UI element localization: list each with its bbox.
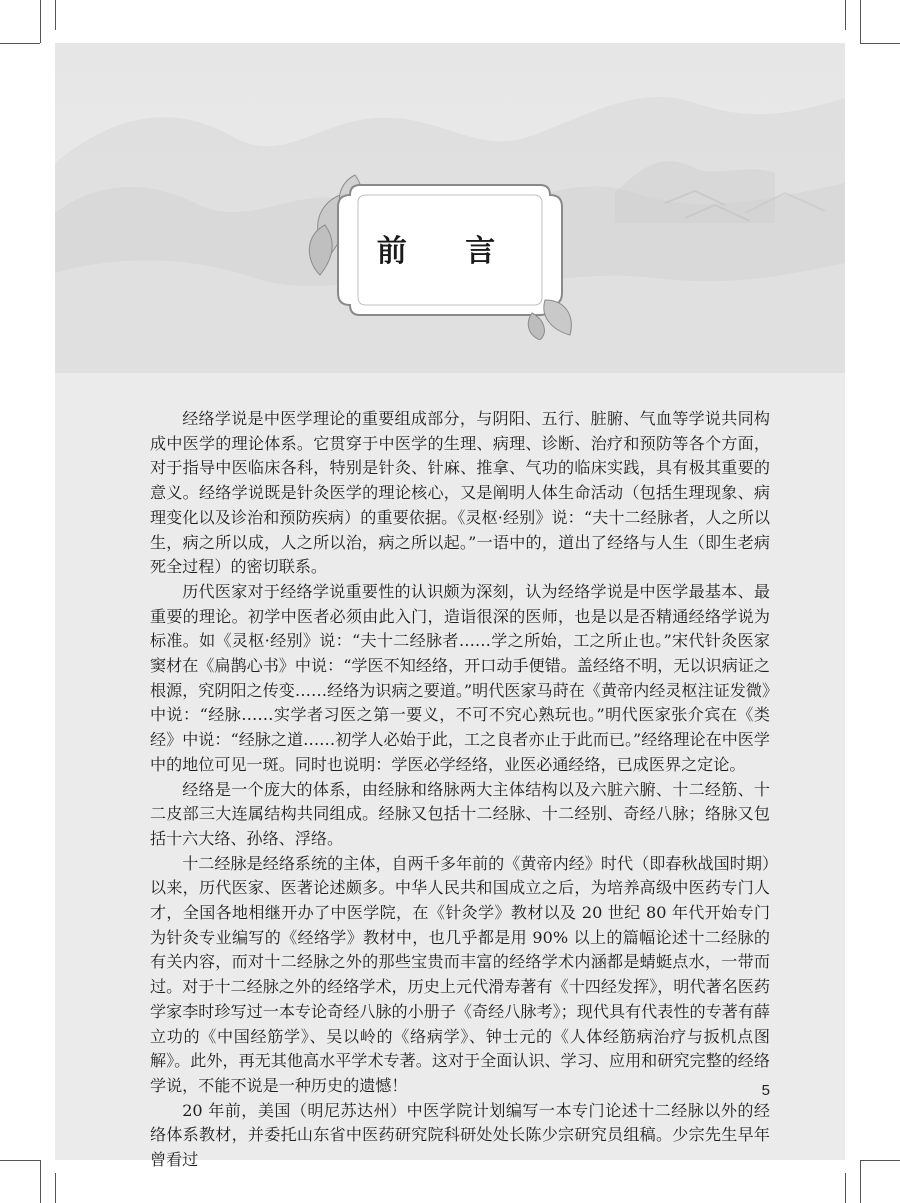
crop-mark-bottom-right-h	[860, 1160, 900, 1161]
crop-mark-top-right-v	[860, 0, 861, 43]
crop-mark-bottom-left-v	[40, 1160, 41, 1203]
body-text	[150, 407, 770, 1173]
paragraph-4: 十二经脉是经络系统的主体，自两千多年前的《黄帝内经》时代（即春秋战国时期）以来，历代医家、医著论述颇多。中华人民共和国成立之后，为培养高级中医药专门人才，全国各地相继开办了中医学院，在《针灸学》教材以及 20 世纪 80 年代开始专门为针灸专业编写的《经络学》教材中，也几乎都是用 90% 以上的篇幅论述十二经脉的有关内容，而对十二经脉之外的那些宝贵而丰富的经络学术内涵都是蜻蜓点水，一带而过。对于十二经脉之外的经络学术，历史上元代滑寿著有《十四经发挥》，明代著名医药学家李时珍写过一本专论奇经八脉的小册子《奇经八脉考》；现代具有代表性的专著有薛立功的《中国经筋学》、吴以岭的《络病学》、钟士元的《人体经筋病治疗与扳机点图解》。此外，再无其他高水平学术专著。这对于全面认识、学习、应用和研究完整的经络学说，不能不说是一种历史的遗憾！	[150, 853, 770, 1095]
paragraph-3: 经络是一个庞大的体系，由经脉和络脉两大主体结构以及六脏六腑、十二经筋、十二皮部三大连属结构共同组成。经脉又包括十二经脉、十二经别、奇经八脉；络脉又包括十六大络、孙络、浮络。	[150, 779, 770, 848]
page-title: 前 言	[376, 234, 520, 269]
paragraph-2: 历代医家对于经络学说重要性的认识颇为深刻，认为经络学说是中医学最基本、最重要的理论。初学中医者必须由此入门，造诣很深的医师，也是以是否精通经络学说为标准。如《灵枢·经别》说：“夫十二经脉者……学之所始，工之所止也。”宋代针灸医家窦材在《扁鹊心书》中说：“学医不知经络，开口动手便错。盖经络不明，无以识病证之根源，究阴阳之传变……经络为识病之要道。”明代医家马莳在《黄帝内经灵枢注证发微》中说：“经脉……实学者习医之第一要义，不可不究心熟玩也。”明代医家张介宾在《类经》中说：“经脉之道……初学人必始于此，工之良者亦止于此而已。”经络理论在中医学中的地位可见一斑。同时也说明：学医必学经络，业医必通经络，已成医界之定论。	[150, 581, 770, 774]
crop-mark-top-left-inner	[55, 0, 56, 30]
paragraph-5: 20 年前，美国（明尼苏达州）中医学院计划编写一本专门论述十二经脉以外的经络体系教材，并委托山东省中医药研究院科研处处长陈少宗研究员组稿。少宗先生早年曾看过	[150, 1100, 770, 1170]
crop-mark-bottom-left-h	[0, 1160, 40, 1161]
crop-mark-top-left-v	[40, 0, 41, 43]
crop-mark-bottom-right-inner	[845, 1173, 846, 1203]
crop-mark-bottom-right-v	[860, 1160, 861, 1203]
crop-mark-bottom-left-inner	[55, 1173, 56, 1203]
page-number: 5	[761, 1082, 770, 1099]
paragraph-1: 经络学说是中医学理论的重要组成部分，与阴阳、五行、脏腑、气血等学说共同构成中医学的理论体系。它贯穿于中医学的生理、病理、诊断、治疗和预防等各个方面，对于指导中医临床各科，特别是针灸、针麻、推拿、气功的临床实践，具有极其重要的意义。经络学说既是针灸医学的理论核心，又是阐明人体生命活动（包括生理现象、病理变化以及诊治和预防疾病）的重要依据。《灵枢·经别》说：“夫十二经脉者，人之所以生，病之所以成，人之所以治，病之所以起。”一语中的，道出了经络与人生（即生老病死全过程）的密切联系。	[150, 409, 770, 577]
crop-mark-top-left-h	[0, 43, 40, 44]
crop-mark-top-right-inner	[845, 0, 846, 30]
crop-mark-top-right-h	[860, 43, 900, 44]
